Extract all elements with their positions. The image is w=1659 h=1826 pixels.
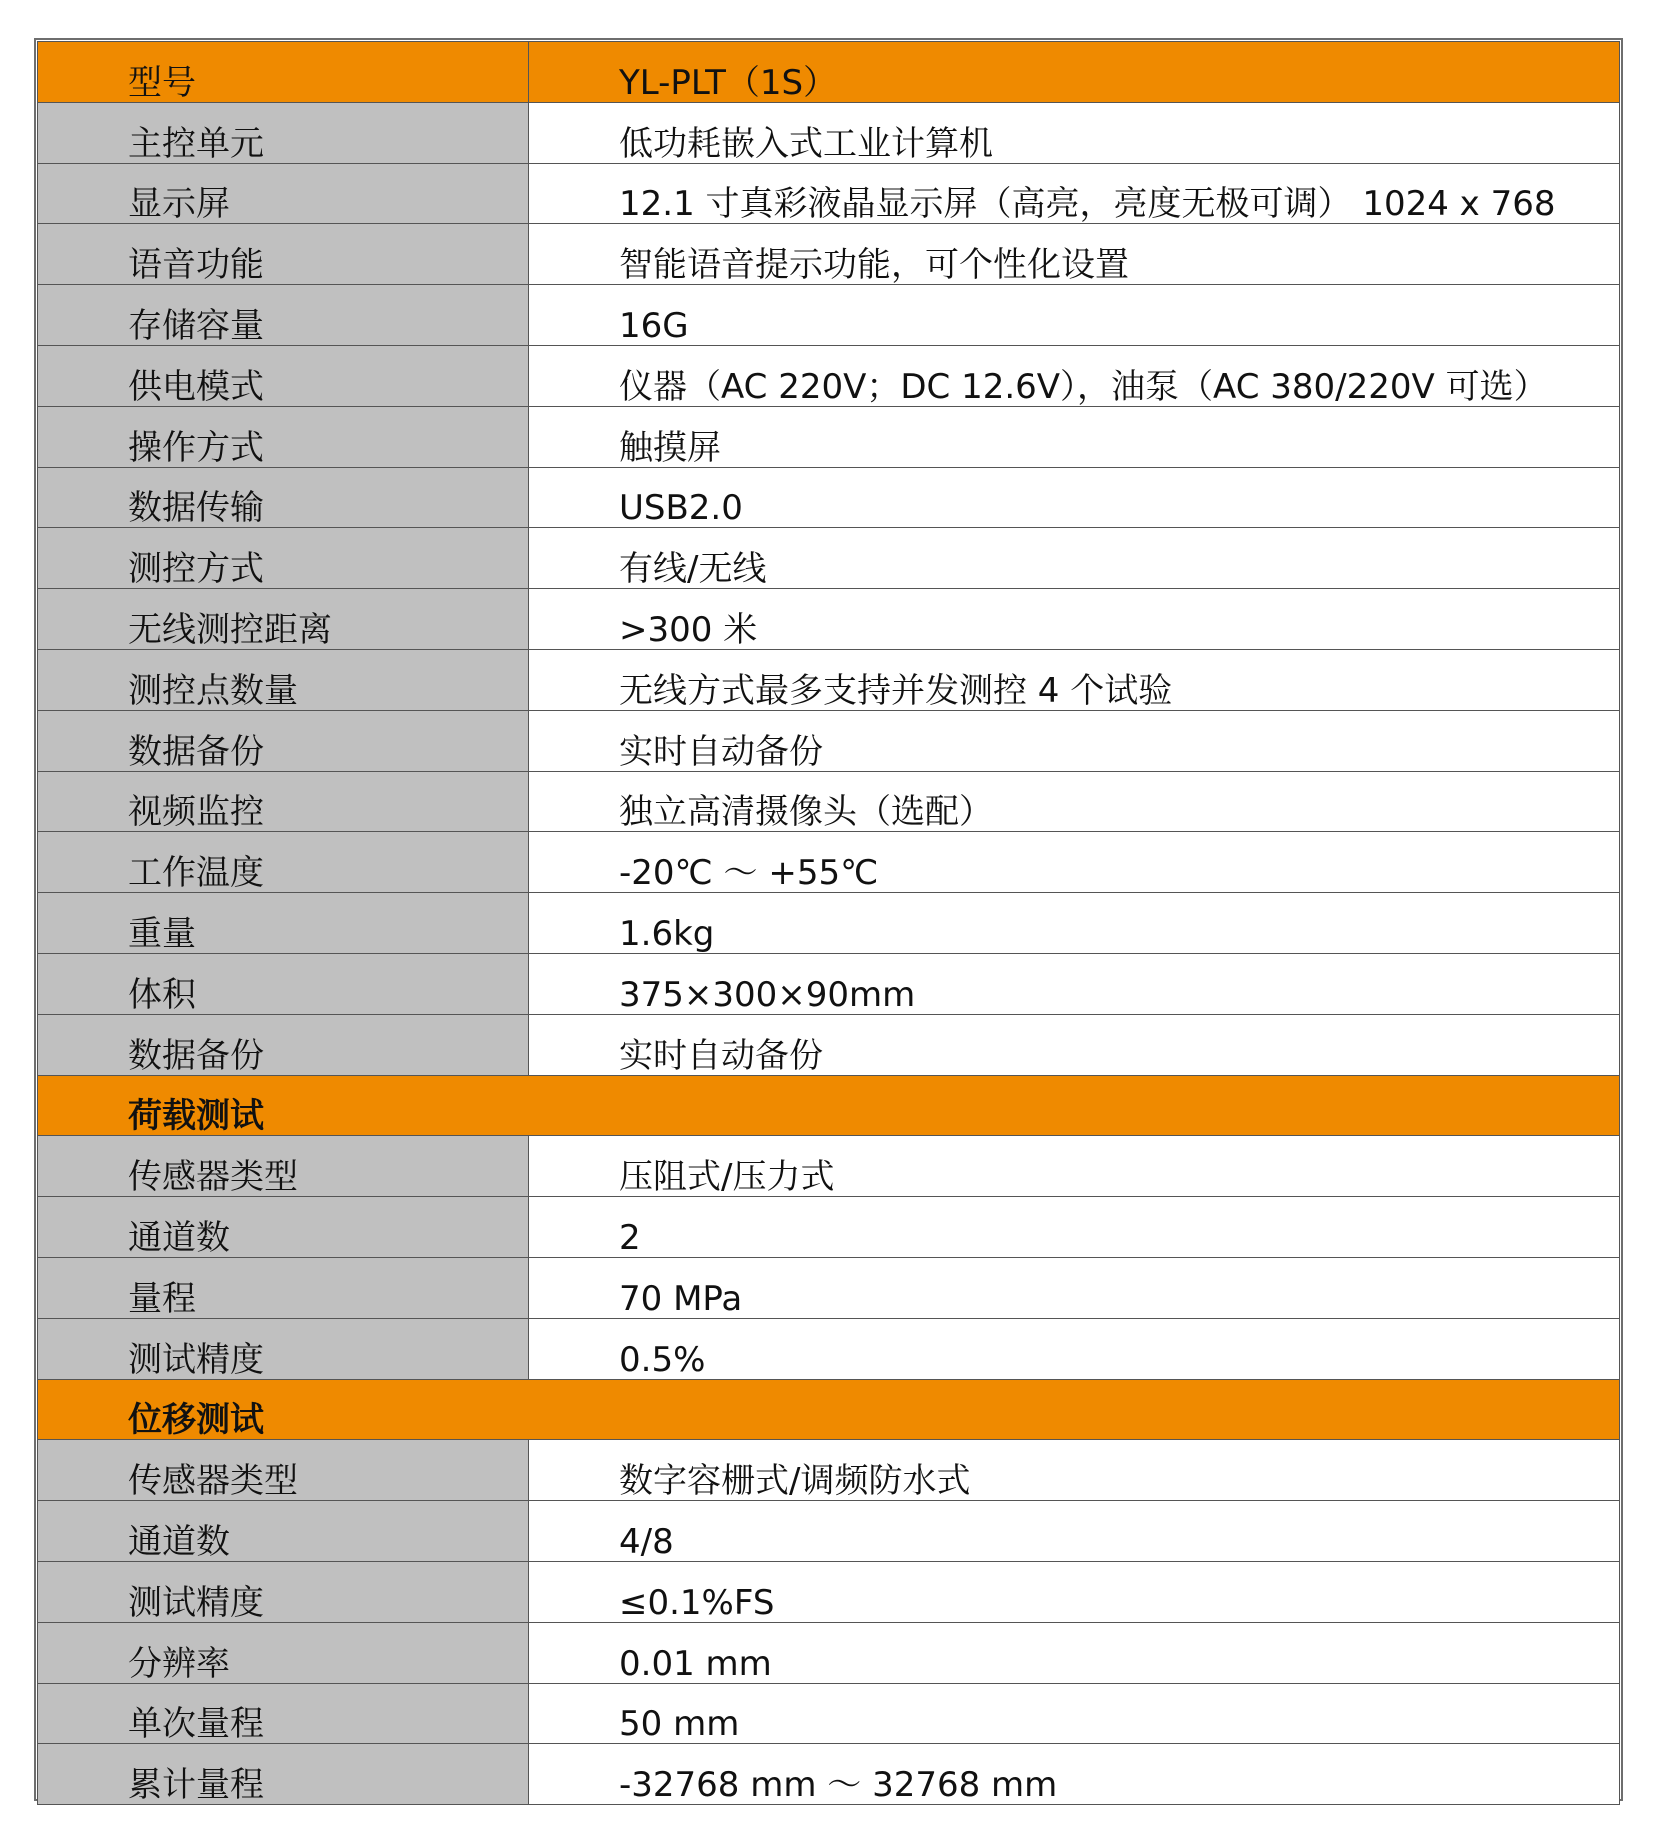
spec-table xyxy=(37,41,1620,1805)
table-row xyxy=(38,467,1620,528)
row-value: 0.01 mm xyxy=(529,1622,1620,1683)
row-value: 1.6kg xyxy=(529,893,1620,954)
table-row xyxy=(38,285,1620,346)
row-value: 16G xyxy=(529,285,1620,346)
row-key: 传感器类型 xyxy=(38,1440,529,1501)
section-title: 位移测试 xyxy=(38,1379,1620,1440)
row-value: 触摸屏 xyxy=(529,406,1620,467)
table-row xyxy=(38,1622,1620,1683)
table-row xyxy=(38,710,1620,771)
table-row xyxy=(38,893,1620,954)
row-value: 实时自动备份 xyxy=(529,710,1620,771)
row-key: 量程 xyxy=(38,1257,529,1318)
row-key: 语音功能 xyxy=(38,224,529,285)
row-value: 50 mm xyxy=(529,1683,1620,1744)
row-key: 传感器类型 xyxy=(38,1136,529,1197)
table-row xyxy=(38,1197,1620,1258)
table-row xyxy=(38,1683,1620,1744)
row-value: -32768 mm ～ 32768 mm xyxy=(529,1744,1620,1805)
table-row xyxy=(38,406,1620,467)
table-row xyxy=(38,1561,1620,1622)
table-row xyxy=(38,1744,1620,1805)
row-key: 存储容量 xyxy=(38,285,529,346)
row-value: 仪器（AC 220V；DC 12.6V），油泵（AC 380/220V 可选） xyxy=(529,345,1620,406)
table-row xyxy=(38,1440,1620,1501)
row-value: 低功耗嵌入式工业计算机 xyxy=(529,102,1620,163)
row-value: 0.5% xyxy=(529,1318,1620,1379)
row-key: 体积 xyxy=(38,953,529,1014)
row-key: 显示屏 xyxy=(38,163,529,224)
row-value: 70 MPa xyxy=(529,1257,1620,1318)
row-key: 累计量程 xyxy=(38,1744,529,1805)
table-row xyxy=(38,1136,1620,1197)
table-row xyxy=(38,345,1620,406)
row-value: 无线方式最多支持并发测控 4 个试验 xyxy=(529,649,1620,710)
row-value: 375×300×90mm xyxy=(529,953,1620,1014)
row-key: 工作温度 xyxy=(38,832,529,893)
row-value: 实时自动备份 xyxy=(529,1014,1620,1075)
row-value: -20℃ ～ +55℃ xyxy=(529,832,1620,893)
row-value: 12.1 寸真彩液晶显示屏（高亮，亮度无极可调） 1024 x 768 xyxy=(529,163,1620,224)
row-value: 有线/无线 xyxy=(529,528,1620,589)
row-value: 4/8 xyxy=(529,1501,1620,1562)
table-row xyxy=(38,224,1620,285)
row-value: 2 xyxy=(529,1197,1620,1258)
row-key: 数据备份 xyxy=(38,1014,529,1075)
section-header-displacement xyxy=(38,1379,1620,1440)
table-row xyxy=(38,771,1620,832)
row-value: ≤0.1%FS xyxy=(529,1561,1620,1622)
table-row xyxy=(38,163,1620,224)
section-header-load xyxy=(38,1075,1620,1136)
table-row xyxy=(38,953,1620,1014)
row-key: 测控方式 xyxy=(38,528,529,589)
row-key: 分辨率 xyxy=(38,1622,529,1683)
row-key: 测试精度 xyxy=(38,1561,529,1622)
row-value: 智能语音提示功能，可个性化设置 xyxy=(529,224,1620,285)
table-row xyxy=(38,1257,1620,1318)
table-row xyxy=(38,528,1620,589)
section-title: 荷载测试 xyxy=(38,1075,1620,1136)
header-row xyxy=(38,42,1620,103)
row-key: 数据备份 xyxy=(38,710,529,771)
row-key: 视频监控 xyxy=(38,771,529,832)
row-value: 独立高清摄像头（选配） xyxy=(529,771,1620,832)
table-row xyxy=(38,832,1620,893)
spec-table-frame xyxy=(34,38,1623,1805)
table-row xyxy=(38,1014,1620,1075)
header-key: 型号 xyxy=(38,42,529,103)
table-row xyxy=(38,589,1620,650)
row-key: 测试精度 xyxy=(38,1318,529,1379)
table-row xyxy=(38,1501,1620,1562)
row-value: >300 米 xyxy=(529,589,1620,650)
row-key: 单次量程 xyxy=(38,1683,529,1744)
row-value: USB2.0 xyxy=(529,467,1620,528)
row-key: 测控点数量 xyxy=(38,649,529,710)
row-key: 通道数 xyxy=(38,1501,529,1562)
row-value: 数字容栅式/调频防水式 xyxy=(529,1440,1620,1501)
row-key: 主控单元 xyxy=(38,102,529,163)
row-key: 供电模式 xyxy=(38,345,529,406)
table-row xyxy=(38,1318,1620,1379)
row-key: 无线测控距离 xyxy=(38,589,529,650)
row-key: 操作方式 xyxy=(38,406,529,467)
row-value: 压阻式/压力式 xyxy=(529,1136,1620,1197)
row-key: 重量 xyxy=(38,893,529,954)
table-row xyxy=(38,102,1620,163)
table-row xyxy=(38,649,1620,710)
row-key: 数据传输 xyxy=(38,467,529,528)
header-value: YL-PLT（1S） xyxy=(529,42,1620,103)
row-key: 通道数 xyxy=(38,1197,529,1258)
